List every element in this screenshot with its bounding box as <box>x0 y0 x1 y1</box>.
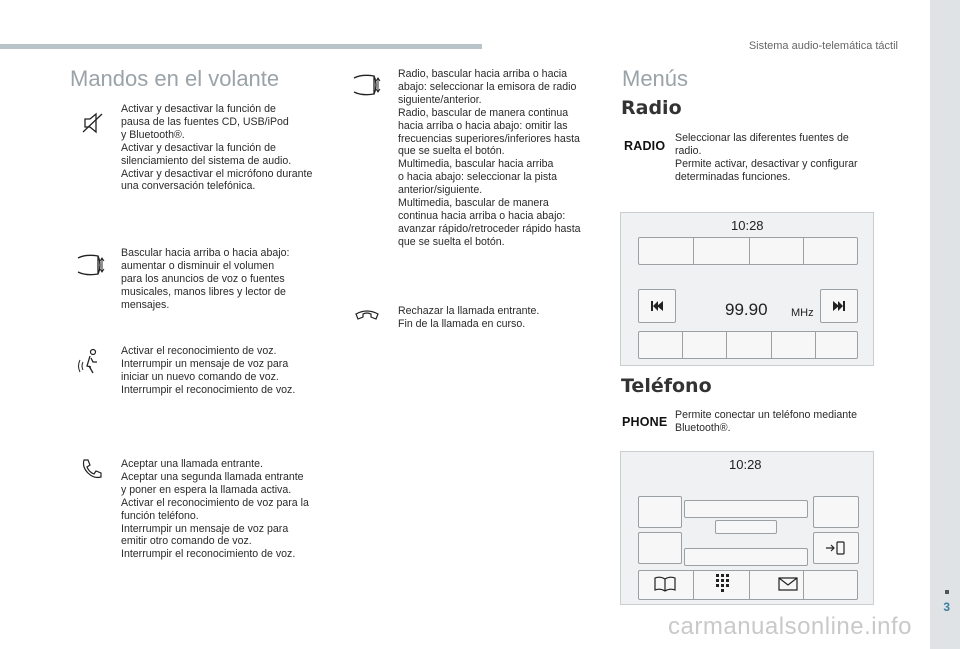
entry-volume: Bascular hacia arriba o hacia abajo: aumentar o disminuir el volumen para los anuncios de voz o fuentes musicales, manos libres y lector de mensajes. <box>121 247 290 311</box>
entry-answer: Aceptar una llamada entrante. Aceptar una segunda llamada entrante y poner en espera la llamada activa. Activar el reconocimiento de voz para la función teléfono. Interrumpir un mensaje de voz para emitir otro comando de voz. Interrumpir el reconocimiento de voz. <box>121 458 309 561</box>
skip-forward-icon <box>821 290 857 322</box>
previous-station-button[interactable] <box>638 289 676 323</box>
phone-screen-time: 10:28 <box>729 457 762 472</box>
radio-heading: Radio <box>621 97 682 119</box>
radio-description: Seleccionar las diferentes fuentes de radio. Permite activar, desactivar y configurar determinadas funciones. <box>675 132 858 183</box>
volume-thumbwheel-icon <box>76 252 108 278</box>
phone-device-button[interactable] <box>813 532 859 564</box>
entry-mute: Activar y desactivar la función de pausa de las fuentes CD, USB/iPod y Bluetooth®. Activar y desactivar la función de silenciamiento del sistema de audio. Activar y desactivar el micrófono durante una conversación telefónica. <box>121 103 313 193</box>
right-title: Menús <box>622 66 689 91</box>
skip-back-icon <box>639 290 675 322</box>
phone-left-button[interactable] <box>638 532 682 564</box>
entry-source: Radio, bascular hacia arriba o hacia abajo: seleccionar la emisora de radio siguiente/anterior. Radio, bascular de manera continua hacia arriba o hacia abajo: omitir las frecuencias superiores/inferiores hasta que se suelta el botón. Multimedia, bascular hacia arriba o hacia abajo: seleccionar la pista anterior/siguiente. Multimedia, bascular de manera continua hacia arriba o hacia abajo: avanzar rápido/retroceder rápido hasta que se suelta el botón. <box>398 68 581 248</box>
phone-button-label: PHONE <box>622 415 668 429</box>
phone-field-middle <box>715 520 777 534</box>
phone-connect-icon <box>814 533 858 563</box>
left-title: Mandos en el volante <box>70 66 280 91</box>
phone-heading: Teléfono <box>621 375 712 397</box>
page-side-margin <box>930 0 960 649</box>
voice-command-icon <box>78 346 108 376</box>
phone-answer-icon <box>80 457 104 481</box>
radio-screen <box>620 212 874 366</box>
top-rule <box>0 44 482 49</box>
radio-button-label: RADIO <box>624 139 666 153</box>
phone-field-lower <box>684 548 808 566</box>
page-number: 3 <box>943 600 950 614</box>
keypad-icon <box>714 573 730 593</box>
phone-field-upper <box>684 500 808 518</box>
mute-icon <box>80 110 106 136</box>
next-station-button[interactable] <box>820 289 858 323</box>
radio-screen-time: 10:28 <box>731 218 764 233</box>
page-marker <box>945 590 949 594</box>
watermark: carmanualsonline.info <box>668 613 912 640</box>
phone-screen <box>620 451 874 605</box>
radio-top-button-row[interactable] <box>638 237 858 265</box>
phone-hangup-icon <box>354 308 380 324</box>
radio-frequency-unit: MHz <box>791 307 814 319</box>
radio-bottom-button-row[interactable] <box>638 331 858 359</box>
radio-frequency: 99.90 <box>725 300 768 319</box>
phone-top-right-button[interactable] <box>813 496 859 528</box>
entry-voice: Activar el reconocimiento de voz. Interrumpir un mensaje de voz para iniciar un nuevo comando de voz. Interrumpir el reconocimiento de voz. <box>121 345 296 396</box>
source-thumbwheel-icon <box>352 72 384 98</box>
entry-hangup: Rechazar la llamada entrante. Fin de la llamada en curso. <box>398 305 540 330</box>
phone-top-left-button[interactable] <box>638 496 682 528</box>
phone-description: Permite conectar un teléfono mediante Bluetooth®. <box>675 409 857 434</box>
contacts-book-icon <box>653 576 677 592</box>
section-title: Sistema audio-telemática táctil <box>748 40 898 52</box>
message-envelope-icon <box>778 577 798 591</box>
